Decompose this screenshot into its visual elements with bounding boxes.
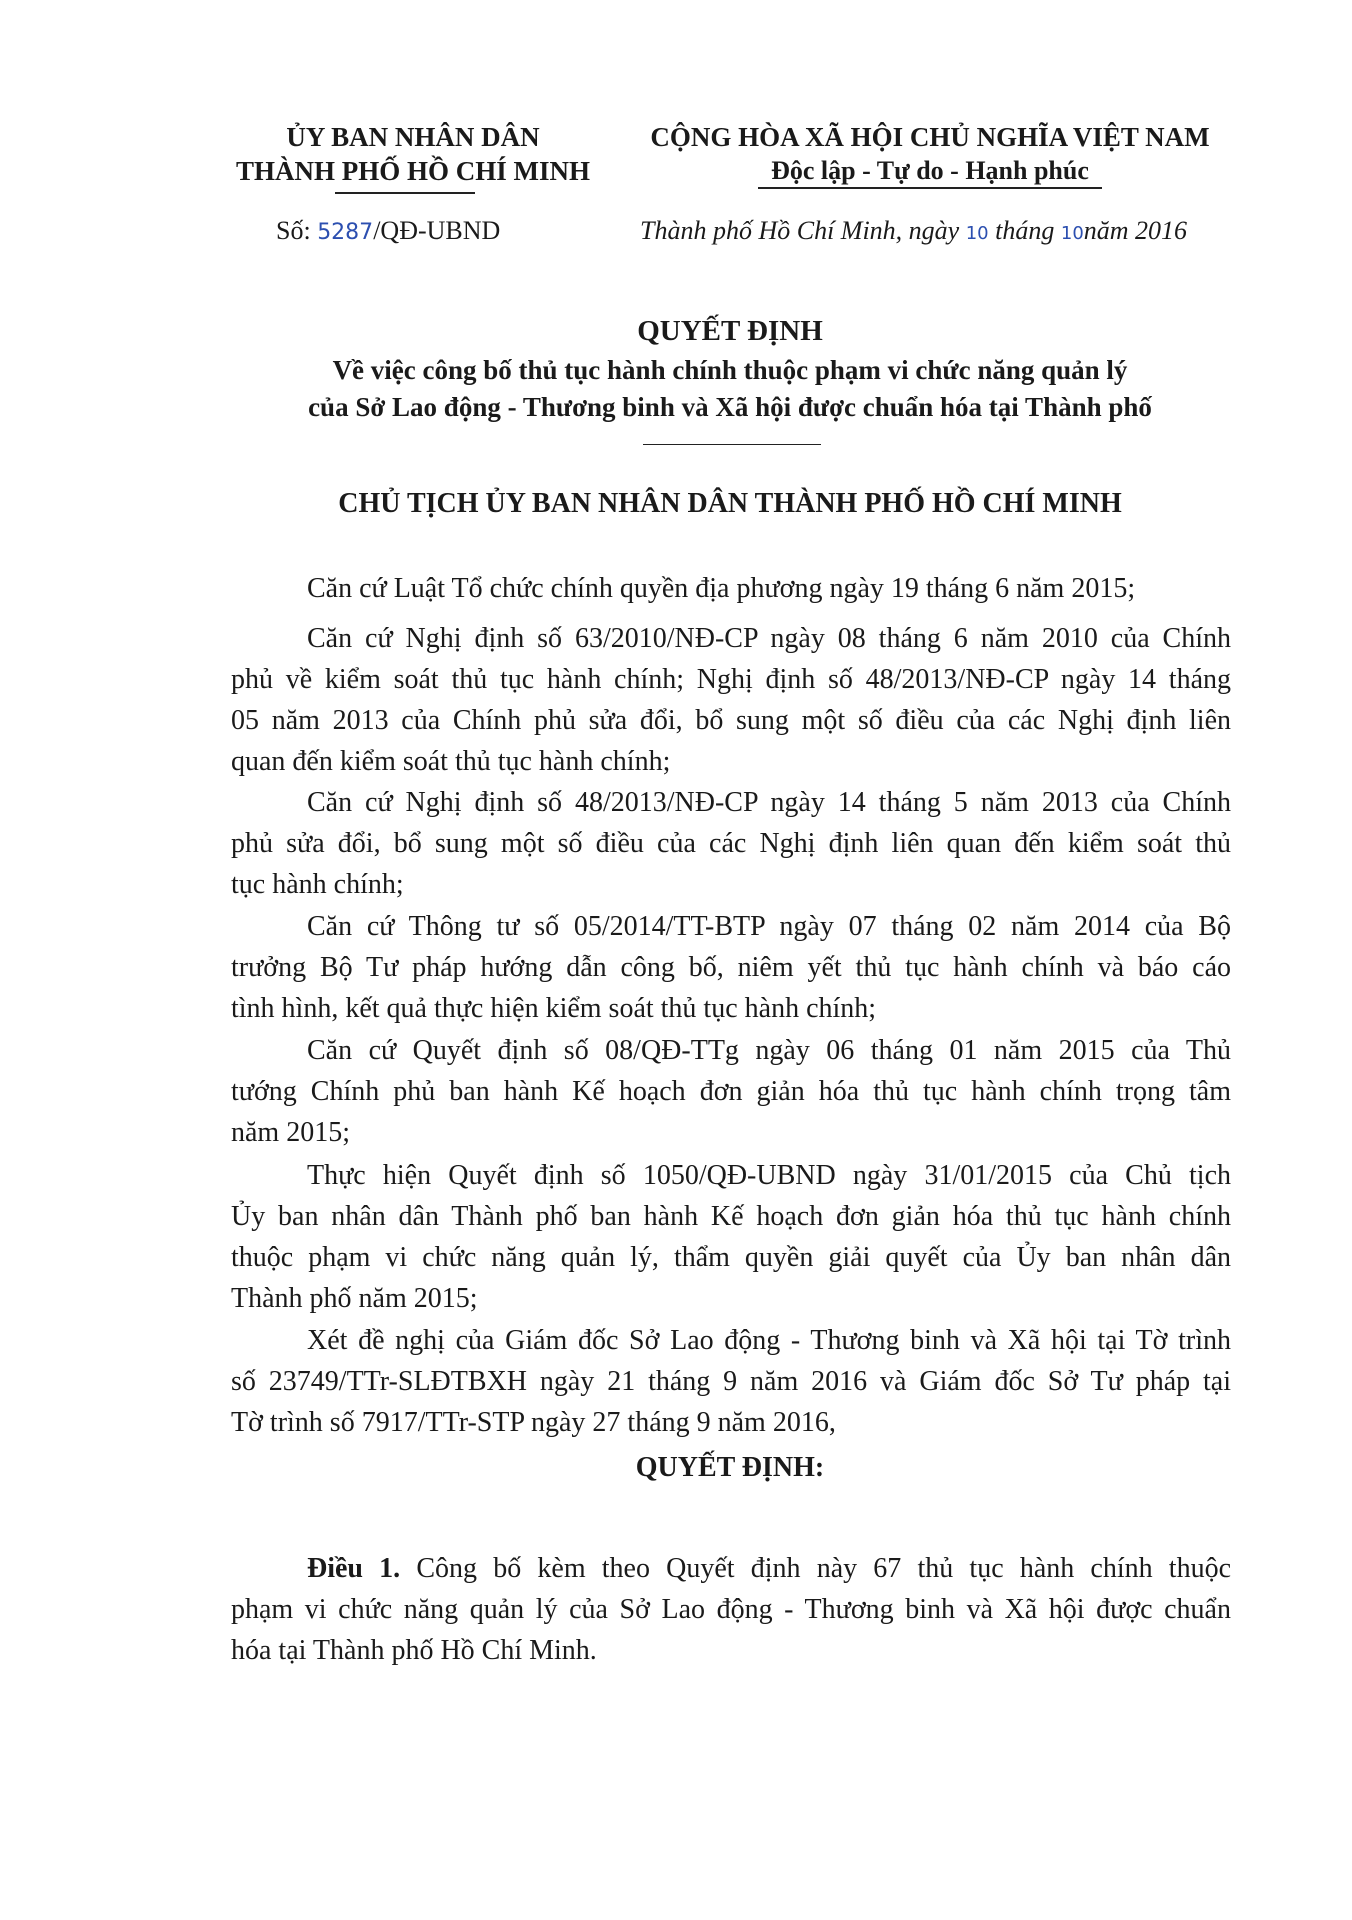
date-part3: năm 2016 [1083,216,1188,245]
paragraph-line: Căn cứ Thông tư số 05/2014/TT-BTP ngày 07 tháng 02 năm 2014 của Bộ [307,911,1231,942]
preamble-paragraph-3 [231,782,1231,905]
paragraph-line: Thành phố năm 2015; [231,1283,478,1314]
issuer-name-line1: ỦY BAN NHÂN DÂN [286,122,540,152]
date-day-handwritten: 10 [965,223,989,244]
paragraph-line: năm 2015; [231,1117,350,1148]
decision-title: QUYẾT ĐỊNH [637,315,823,347]
number-prefix: Số: [276,216,318,245]
paragraph-line: trưởng Bộ Tư pháp hướng dẫn công bố, niêm yết thủ tục hành chính và báo cáo [231,952,1231,983]
number-handwritten: 5287 [317,220,374,245]
preamble-paragraph-1 [231,568,1231,609]
preamble-paragraph-6 [231,1155,1231,1319]
paragraph-line: thuộc phạm vi chức năng quản lý, thẩm quyền giải quyết của Ủy ban nhân dân [231,1242,1231,1273]
paragraph-line: Tờ trình số 7917/TTr-STP ngày 27 tháng 9 năm 2016, [231,1407,836,1438]
article-1-text1: Công bố kèm theo Quyết định này 67 thủ tục hành chính thuộc [400,1553,1232,1584]
paragraph-line: Thực hiện Quyết định số 1050/QĐ-UBND ngày 31/01/2015 của Chủ tịch [307,1160,1231,1191]
paragraph-line: Căn cứ Nghị định số 63/2010/NĐ-CP ngày 08 tháng 6 năm 2010 của Chính [307,623,1231,654]
article-1-line2: phạm vi chức năng quản lý của Sở Lao động - Thương binh và Xã hội được chuẩn [231,1594,1231,1625]
preamble-paragraph-7 [231,1320,1231,1443]
paragraph-line: quan đến kiểm soát thủ tục hành chính; [231,746,671,777]
paragraph-line: Căn cứ Luật Tổ chức chính quyền địa phương ngày 19 tháng 6 năm 2015; [307,573,1136,604]
title-underline [643,444,821,445]
paragraph-line: số 23749/TTr-SLĐTBXH ngày 21 tháng 9 năm 2016 và Giám đốc Sở Tư pháp tại [231,1366,1231,1397]
paragraph-line: phủ về kiểm soát thủ tục hành chính; Nghị định số 48/2013/NĐ-CP ngày 14 tháng [231,664,1231,695]
paragraph-line: 05 năm 2013 của Chính phủ sửa đổi, bổ sung một số điều của các Nghị định liên [231,705,1231,736]
article-1-label: Điều 1. [307,1553,401,1584]
decision-subject-line2: của Sở Lao động - Thương binh và Xã hội được chuẩn hóa tại Thành phố [308,392,1152,422]
preamble-paragraph-2 [231,618,1231,782]
date-part1: Thành phố Hồ Chí Minh, ngày [640,216,966,245]
issuing-authority: CHỦ TỊCH ỦY BAN NHÂN DÂN THÀNH PHỐ HỒ CHÍ MINH [338,488,1122,519]
article-1-line3: hóa tại Thành phố Hồ Chí Minh. [231,1635,597,1666]
paragraph-line: phủ sửa đổi, bổ sung một số điều của các Nghị định liên quan đến kiểm soát thủ [231,828,1231,859]
article-1-line1 [231,1548,1231,1589]
number-suffix: /QĐ-UBND [373,216,501,245]
article-1 [231,1548,1231,1671]
paragraph-line: Ủy ban nhân dân Thành phố ban hành Kế hoạch đơn giản hóa thủ tục hành chính [231,1201,1231,1232]
paragraph-line: tục hành chính; [231,869,404,900]
preamble-paragraph-4 [231,906,1231,1029]
issuer-name-line2: THÀNH PHỐ HỒ CHÍ MINH [235,156,590,186]
preamble-paragraph-5 [231,1030,1231,1153]
paragraph-line: Căn cứ Quyết định số 08/QĐ-TTg ngày 06 tháng 01 năm 2015 của Thủ [307,1035,1231,1066]
paragraph-line: tình hình, kết quả thực hiện kiểm soát thủ tục hành chính; [231,993,877,1024]
date-part2: tháng [988,216,1061,245]
issuer-underline [335,192,475,194]
decision-heading: QUYẾT ĐỊNH: [635,1452,825,1483]
paragraph-line: Căn cứ Nghị định số 48/2013/NĐ-CP ngày 14 tháng 5 năm 2013 của Chính [307,787,1231,818]
document-number [276,216,500,246]
motto-underline [758,187,1102,189]
paragraph-line: tướng Chính phủ ban hành Kế hoạch đơn giản hóa thủ tục hành chính trọng tâm [231,1076,1231,1107]
paragraph-line: Xét đề nghị của Giám đốc Sở Lao động - Thương binh và Xã hội tại Tờ trình [307,1325,1231,1356]
issue-date [640,216,1187,246]
decision-subject-line1: Về việc công bố thủ tục hành chính thuộc phạm vi chức năng quản lý [332,355,1128,385]
national-motto: Độc lập - Tự do - Hạnh phúc [771,156,1089,185]
date-month-handwritten: 10 [1060,223,1084,244]
national-title: CỘNG HÒA XÃ HỘI CHỦ NGHĨA VIỆT NAM [650,122,1210,152]
